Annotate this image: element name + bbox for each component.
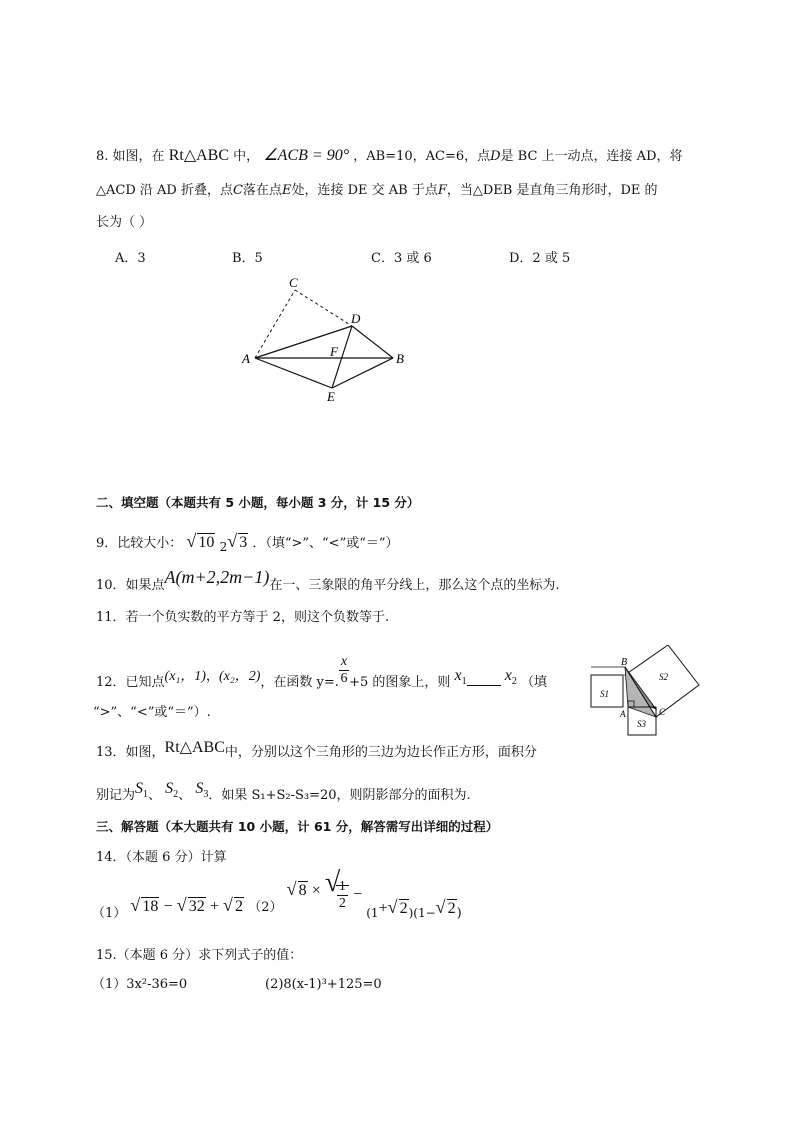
q8-point: C — [232, 183, 243, 198]
q9-coef: 2 — [219, 540, 228, 554]
q9 — [96, 533, 399, 554]
q8-line-3 — [96, 213, 152, 233]
fraction-x-over-6 — [339, 654, 349, 687]
fig-label-c: C — [289, 275, 298, 290]
q10 — [96, 567, 560, 596]
q15-title: 15.（本题 6 分）求下列式子的值： — [96, 948, 303, 963]
q13-label-b: B — [621, 657, 628, 668]
q13-text: 别记为 — [96, 788, 136, 803]
s1-sub: 1 — [143, 789, 149, 801]
operator: − — [163, 898, 173, 916]
sqrt-2-b: √ 2 — [387, 897, 408, 918]
q8-text: 落在点 — [242, 183, 282, 198]
numerator: x — [340, 654, 348, 669]
q8-text: 是 BC 上一动点，连接 AD，将 — [500, 149, 683, 164]
s2-symbol — [165, 780, 179, 801]
radicand: 32 — [188, 898, 205, 916]
q13-figure — [585, 645, 720, 745]
denominator: 2 — [338, 896, 346, 911]
q8-text: 长为（ ） — [96, 215, 153, 230]
sqrt-8: √ 8 — [286, 879, 307, 900]
sqrt-half: √ $\frac{1}{2}$ — [325, 879, 349, 912]
q8-text: 处，连接 DE 交 AB 于点 — [291, 183, 438, 198]
x2-symbol — [504, 667, 517, 688]
q13-label-s2: S2 — [659, 672, 668, 682]
q13-label-c: C — [659, 707, 666, 717]
q8-number: 8. — [96, 149, 109, 164]
q13-sep: 、 — [148, 788, 162, 803]
q8-text: △ACD 沿 AD 折叠，点 — [96, 183, 233, 198]
q13-label-a: A — [620, 709, 626, 719]
q8-option-d: D．2 或 5 — [509, 251, 571, 266]
q9-text: 9．比较大小： — [96, 536, 183, 551]
q13-text: ．如果 S₁+S₂-S₃=20，则阴影部分的面积为. — [208, 788, 471, 803]
q8-point: D — [490, 149, 501, 164]
fig-label-b: B — [396, 351, 404, 366]
x1-letter: x — [454, 667, 462, 684]
x2-sub: 2 — [511, 676, 517, 688]
x1-symbol — [454, 667, 467, 688]
s3-symbol — [195, 780, 209, 801]
denominator: 6 — [340, 671, 348, 686]
q13-triangle: Rt△ABC — [164, 739, 225, 756]
operator: + — [209, 898, 219, 916]
q13-label-s3: S3 — [637, 719, 646, 729]
q12 — [96, 654, 548, 699]
q14-parts — [92, 867, 462, 930]
q13-line-2 — [96, 780, 471, 811]
q8-text: ，当△DEB 是直角三角形时，DE 的 — [446, 183, 658, 198]
q11: 11．若一个负实数的平方等于 2，则这个负数等于. — [96, 610, 390, 625]
sqrt-18: √ 18 — [130, 895, 159, 916]
s1-symbol — [135, 780, 149, 801]
q14-part-1-label: （1） — [92, 906, 127, 922]
paren-text: ) — [456, 906, 462, 922]
radicand: 18 — [142, 898, 159, 916]
radicand: 8 — [298, 882, 307, 900]
radicand: 3 — [239, 534, 248, 551]
q10-text: 10．如果点 — [96, 578, 165, 593]
q12-text: ，在函数 y=. — [260, 675, 339, 690]
q15-part-1: （1）3x²-36=0 — [92, 977, 188, 992]
q8-text: 中， — [233, 149, 260, 164]
q8-point: F — [437, 183, 447, 198]
operator: + — [378, 900, 388, 918]
q8-text: ，AB=10，AC=6，点 — [353, 149, 491, 164]
q12-text: （填 — [521, 675, 548, 690]
s3-sub: 3 — [203, 789, 209, 801]
q8-figure — [230, 270, 420, 410]
point-1: (x₁，1) — [164, 669, 206, 684]
q13-text: 13．如图， — [96, 745, 165, 760]
q12-text: ， — [205, 669, 219, 684]
section-2-title: 二、填空题（本题共有 5 小题，每小题 3 分，计 15 分） — [96, 495, 420, 510]
q13-sep: 、 — [178, 788, 192, 803]
x1-sub: 1 — [461, 676, 467, 688]
q13-label-s1: S1 — [600, 689, 609, 699]
operator: − — [353, 886, 363, 904]
s2-sub: 2 — [173, 789, 179, 801]
q9-text: ．（填“>”、“<”或“＝”） — [252, 536, 399, 551]
s1-letter: S — [135, 780, 144, 797]
fig-label-f: F — [330, 344, 338, 359]
paren-text: (1 — [366, 906, 379, 921]
q13 — [96, 739, 537, 763]
q13-text: 中，分别以这个三角形的三边为边长作正方形，面积分 — [224, 745, 537, 760]
q8-line-1 — [96, 146, 683, 167]
fig-label-e: E — [327, 389, 335, 404]
q10-text: 在一、三象限的角平分线上，那么这个点的坐标为. — [269, 578, 560, 593]
q15-part-2: (2)8(x-1)³+125=0 — [265, 977, 382, 992]
sqrt-3: √ 3 — [227, 531, 248, 551]
section-3-title: 三、解答题（本大题共有 10 小题，计 61 分，解答需写出详细的过程） — [96, 819, 499, 834]
numerator: 1 — [338, 879, 346, 894]
q8-triangle: Rt△ABC — [168, 147, 230, 164]
paren-text: )(1− — [408, 906, 436, 921]
operator: × — [311, 882, 321, 900]
q8-point: E — [281, 183, 292, 198]
fig-label-a: A — [242, 351, 250, 366]
q12-text: +5 的图象上，则 — [349, 675, 451, 690]
radicand: 10 — [198, 534, 215, 551]
x2-letter: x — [504, 667, 512, 684]
q8-line-2 — [96, 181, 658, 201]
q8-text: 如图，在 — [112, 149, 165, 164]
point-2: (x₂，2) — [218, 669, 261, 684]
q8-option-b: B．5 — [232, 251, 263, 266]
q12-line-2: “>”、“<”或“＝”）. — [93, 705, 211, 720]
sqrt-10: √ 10 — [186, 531, 215, 551]
q14-part-2-label: （2） — [248, 900, 283, 916]
q8-option-a: A．3 — [115, 251, 146, 266]
q8-angle: ∠ACB = 90° — [263, 147, 350, 164]
q14-title: 14．（本题 6 分）计算 — [96, 850, 227, 865]
fig-label-d: D — [351, 311, 361, 326]
sqrt-32: √ 32 — [176, 895, 205, 916]
q12-answer-blank[interactable] — [467, 673, 501, 686]
radicand: 2 — [235, 898, 244, 916]
q8-option-c: C．3 或 6 — [371, 251, 432, 266]
q12-text: 12．已知点 — [96, 675, 165, 690]
sqrt-2: √ 2 — [223, 895, 244, 916]
point-a-expression: A(m+2,2m−1) — [164, 567, 270, 587]
s2-letter: S — [165, 780, 174, 797]
sqrt-2-c: √ 2 — [435, 897, 456, 918]
s3-letter: S — [195, 780, 204, 797]
